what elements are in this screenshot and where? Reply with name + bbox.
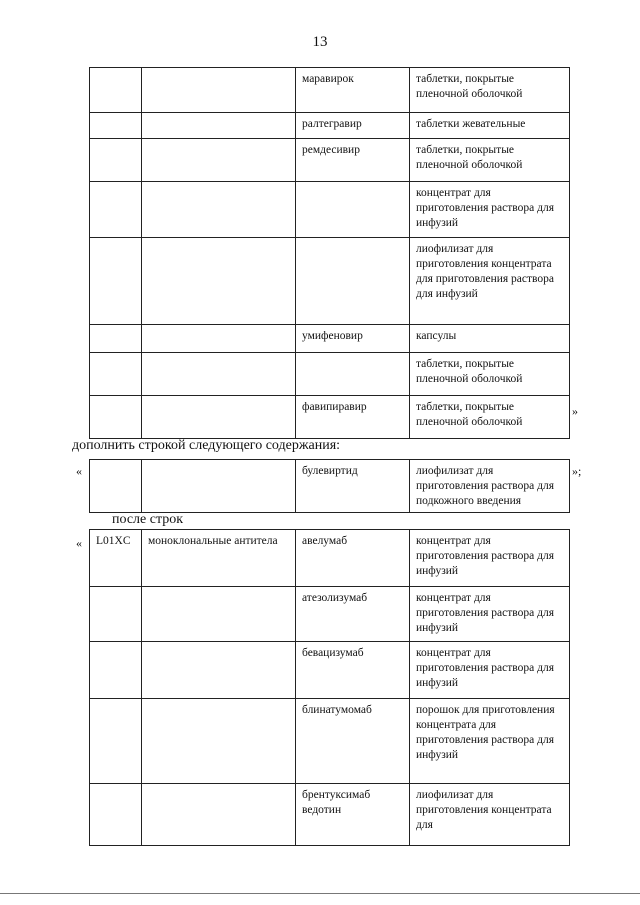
cell-form: концентрат для приготовления раствора для инфузий — [410, 182, 570, 238]
cell-code — [90, 238, 142, 325]
cell-drug: булевиртид — [296, 460, 410, 513]
cell-drug: ремдесивир — [296, 139, 410, 182]
table-row — [90, 784, 570, 846]
cell-form: порошок для приготовления концентрата для приготовления раствора для инфузий — [410, 699, 570, 784]
cell-form: таблетки, покрытые пленочной оболочкой — [410, 68, 570, 113]
cell-code — [90, 139, 142, 182]
inserted-row-table — [89, 459, 570, 513]
cell-form: таблетки, покрытые пленочной оболочкой — [410, 396, 570, 439]
table-row — [90, 182, 570, 238]
table-row — [90, 699, 570, 784]
cell-group — [142, 325, 296, 353]
cell-drug — [296, 182, 410, 238]
cell-code — [90, 353, 142, 396]
cell-form: таблетки жевательные — [410, 113, 570, 139]
cell-form: концентрат для приготовления раствора для инфузий — [410, 530, 570, 587]
cell-drug: ралтегравир — [296, 113, 410, 139]
table-row — [90, 587, 570, 642]
table-row — [90, 139, 570, 182]
cell-form: лиофилизат для приготовления концентрата для — [410, 784, 570, 846]
cell-code — [90, 460, 142, 513]
cell-group — [142, 587, 296, 642]
table-row — [90, 642, 570, 699]
cell-drug: фавипиравир — [296, 396, 410, 439]
table-row — [90, 460, 570, 513]
cell-form: лиофилизат для приготовления раствора для подкожного введения — [410, 460, 570, 513]
table-row — [90, 353, 570, 396]
cell-group — [142, 642, 296, 699]
table-row — [90, 68, 570, 113]
cell-code — [90, 113, 142, 139]
cell-code — [90, 699, 142, 784]
drug-table-continuation — [89, 67, 570, 439]
cell-form: концентрат для приготовления раствора для инфузий — [410, 642, 570, 699]
cell-code — [90, 68, 142, 113]
cell-form: капсулы — [410, 325, 570, 353]
cell-form: лиофилизат для приготовления концентрата для приготовления раствора для инфузий — [410, 238, 570, 325]
cell-code — [90, 325, 142, 353]
table-row — [90, 238, 570, 325]
cell-group — [142, 353, 296, 396]
cell-code — [90, 642, 142, 699]
cell-group — [142, 139, 296, 182]
cell-group — [142, 68, 296, 113]
closing-quote: »; — [572, 464, 582, 478]
cell-drug: маравирок — [296, 68, 410, 113]
cell-code — [90, 182, 142, 238]
cell-drug: авелумаб — [296, 530, 410, 587]
cell-code — [90, 587, 142, 642]
table-row — [90, 113, 570, 139]
cell-code — [90, 784, 142, 846]
table-row — [90, 396, 570, 439]
cell-drug — [296, 353, 410, 396]
page-bottom-divider — [0, 893, 640, 894]
cell-group — [142, 238, 296, 325]
page-number: 13 — [312, 34, 328, 50]
cell-form: таблетки, покрытые пленочной оболочкой — [410, 139, 570, 182]
cell-group — [142, 784, 296, 846]
cell-code: L01XC — [90, 530, 142, 587]
cell-form: концентрат для приготовления раствора для инфузий — [410, 587, 570, 642]
cell-drug: блинатумомаб — [296, 699, 410, 784]
cell-group: моноклональные антитела — [142, 530, 296, 587]
cell-group — [142, 182, 296, 238]
instruction-after-rows: после строк — [112, 512, 184, 527]
cell-group — [142, 396, 296, 439]
closing-quote: » — [572, 404, 578, 418]
cell-group — [142, 699, 296, 784]
reference-rows-table — [89, 529, 570, 846]
cell-group — [142, 113, 296, 139]
cell-drug: бевацизумаб — [296, 642, 410, 699]
instruction-add-row: дополнить строкой следующего содержания: — [72, 438, 341, 453]
opening-quote: « — [76, 536, 82, 550]
cell-group — [142, 460, 296, 513]
table-row — [90, 530, 570, 587]
table-row — [90, 325, 570, 353]
cell-drug: брентуксимаб ведотин — [296, 784, 410, 846]
cell-code — [90, 396, 142, 439]
cell-drug — [296, 238, 410, 325]
cell-form: таблетки, покрытые пленочной оболочкой — [410, 353, 570, 396]
opening-quote: « — [76, 464, 82, 478]
cell-drug: атезолизумаб — [296, 587, 410, 642]
cell-drug: умифеновир — [296, 325, 410, 353]
